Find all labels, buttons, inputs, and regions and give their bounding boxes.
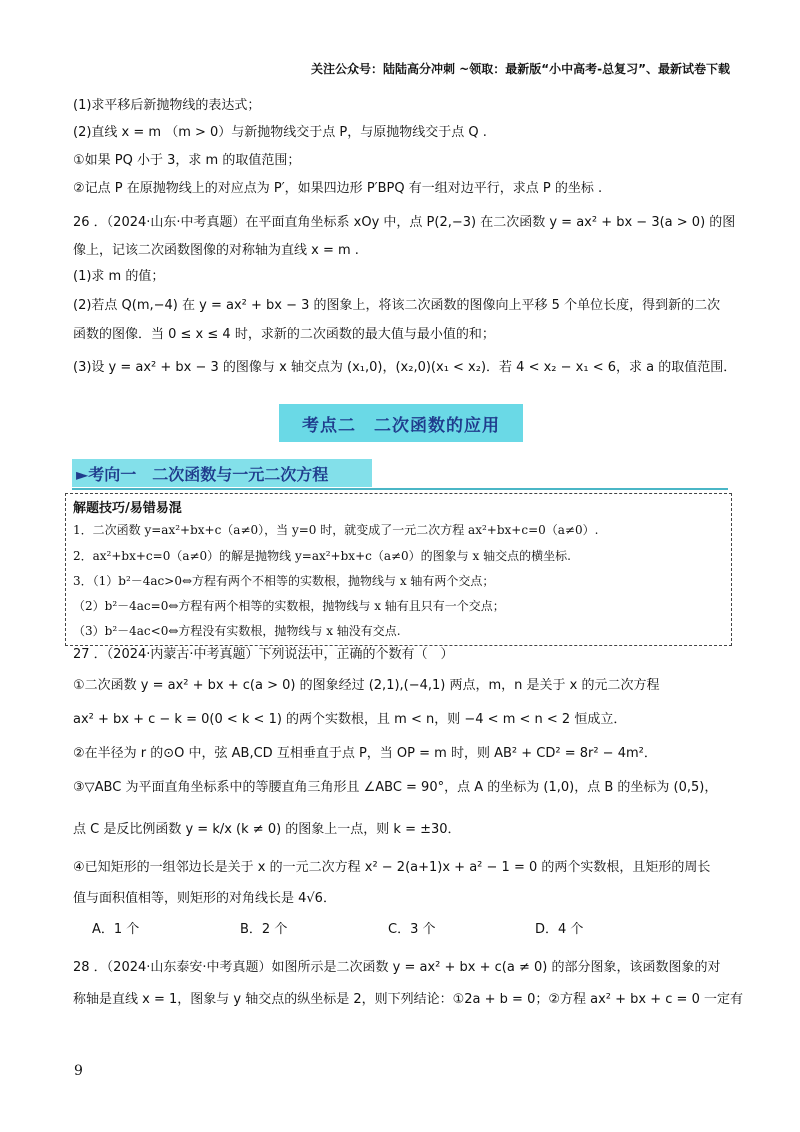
q27-statement-3b: 点 C 是反比例函数 y = k/x (k ≠ 0) 的图象上一点，则 k = ±30． [73, 822, 461, 837]
q27-stem: 27 ．（2024·内蒙古·中考真题）下列说法中，正确的个数有（ ） [73, 647, 454, 662]
tips-title: 解题技巧/易错易混 [73, 501, 182, 516]
q26-part3: (3)设 y = ax² + bx − 3 的图像与 x 轴交点为 (x₁,0)，(x₂,0)(x₁ < x₂)．若 4 < x₂ − x₁ < 6，求 a 的取值范围． [73, 360, 737, 375]
tip-item-4: （2）b²－4ac=0⇔方程有两个相等的实数根，抛物线与 x 轴有且只有一个交点； [73, 599, 505, 613]
q27-choice-b: B．2 个 [240, 922, 288, 937]
q28-stem-line1: 28 ．（2024·山东泰安·中考真题）如图所示是二次函数 y = ax² + bx + c(a ≠ 0) 的部分图象，该函数图象的对 [73, 960, 721, 975]
q25-part2-sub1: ①如果 PQ 小于 3，求 m 的取值范围； [73, 153, 301, 168]
page-number: 9 [74, 1063, 83, 1079]
q26-part1: (1)求 m 的值； [73, 269, 165, 284]
q26-part2-line2: 函数的图像．当 0 ≤ x ≤ 4 时，求新的二次函数的最大值与最小值的和； [73, 327, 495, 342]
q27-choice-c: C．3 个 [388, 922, 436, 937]
q25-part1: (1)求平移后新抛物线的表达式； [73, 98, 261, 113]
q26-stem-line1: 26 ．（2024·山东·中考真题）在平面直角坐标系 xOy 中，点 P(2,−3) 在二次函数 y = ax² + bx − 3(a > 0) 的图 [73, 215, 736, 230]
q26-stem-line2: 像上，记该二次函数图像的对称轴为直线 x = m . [73, 243, 359, 258]
q25-part2-sub2: ②记点 P 在原抛物线上的对应点为 P′，如果四边形 P′BPQ 有一组对边平行，求点 P 的坐标 . [73, 181, 603, 196]
page-header: 关注公众号：陆陆高分冲刺 ~领取：最新版“小中高考-总复习”、最新试卷下载 [311, 62, 730, 76]
q28-stem-line2: 称轴是直线 x = 1，图象与 y 轴交点的纵坐标是 2，则下列结论：①2a + b = 0；②方程 ax² + bx + c = 0 一定有 [73, 992, 743, 1007]
q27-statement-3a: ③▽ABC 为平面直角坐标系中的等腰直角三角形且 ∠ABC = 90°，点 A 的坐标为 (1,0)，点 B 的坐标为 (0,5)， [73, 780, 718, 795]
q27-statement-4b: 值与面积值相等，则矩形的对角线长是 4√6． [73, 891, 336, 906]
q25-part2: (2)直线 x = m （m > 0）与新抛物线交于点 P，与原抛物线交于点 Q . [73, 125, 487, 140]
tip-item-3: 3．（1）b²－4ac>0⇔方程有两个不相等的实数根，抛物线与 x 轴有两个交点； [73, 574, 495, 588]
tip-item-2: 2．ax²+bx+c=0（a≠0）的解是抛物线 y=ax²+bx+c（a≠0）的图象与 x 轴交点的横坐标. [73, 549, 571, 563]
tip-item-5: （3）b²－4ac<0⇔方程没有实数根，抛物线与 x 轴没有交点. [73, 624, 401, 638]
q27-statement-2: ②在半径为 r 的⊙O 中，弦 AB,CD 互相垂直于点 P，当 OP = m 时，则 AB² + CD² = 8r² − 4m²． [73, 746, 657, 761]
q27-statement-4a: ④已知矩形的一组邻边长是关于 x 的一元二次方程 x² − 2(a+1)x + a² − 1 = 0 的两个实数根，且矩形的周长 [73, 860, 711, 875]
tip-item-1: 1．二次函数 y=ax²+bx+c（a≠0），当 y=0 时，就变成了一元二次方程 ax²+bx+c=0（a≠0）. [73, 523, 599, 537]
q27-statement-1b: ax² + bx + c − k = 0(0 < k < 1) 的两个实数根，且 m < n，则 −4 < m < n < 2 恒成立． [73, 712, 627, 727]
subsection-rule [72, 488, 728, 490]
q27-choice-d: D．4 个 [535, 922, 584, 937]
q26-part2-line1: (2)若点 Q(m,−4) 在 y = ax² + bx − 3 的图象上，将该二次函数的图像向上平移 5 个单位长度，得到新的二次 [73, 298, 721, 313]
subsection-heading: ►考向一 二次函数与一元二次方程 [72, 459, 372, 487]
q27-choice-a: A．1 个 [92, 922, 140, 937]
section-banner: 考点二 二次函数的应用 [279, 404, 523, 442]
q27-statement-1a: ①二次函数 y = ax² + bx + c(a > 0) 的图象经过 (2,1),(−4,1) 两点，m，n 是关于 x 的元二次方程 [73, 678, 660, 693]
